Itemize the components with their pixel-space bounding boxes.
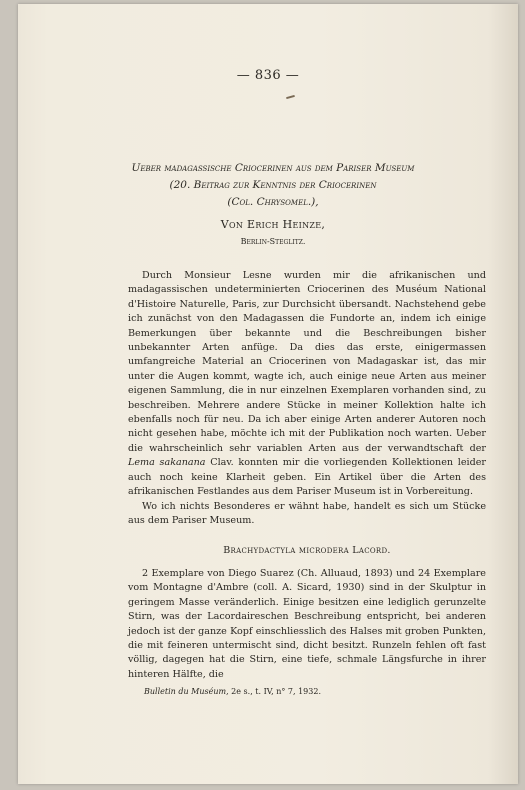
author-name: Von Erich Heinze, — [220, 218, 326, 231]
paragraph-1 — [128, 269, 486, 500]
document-page — [18, 4, 518, 784]
title-line-1: Ueber madagassische Criocerinen aus dem Pariser Museum — [131, 162, 415, 174]
article-title — [58, 160, 488, 211]
footer-journal: Bulletin du Muséum, — [144, 687, 229, 696]
species-name: Lema sakanana — [128, 457, 206, 469]
introduction-text — [128, 269, 486, 528]
section-text — [128, 567, 486, 682]
author-affiliation: Berlin-Steglitz. — [240, 237, 306, 246]
paragraph-1-part-b: Clav. konnten mir die vorliegenden Kollektionen leider auch noch keine Klarheit geben. Ein Artikel über die Arten des afrikanischen Festlandes aus dem Pariser Museum ist in Vorbereitung. — [128, 457, 486, 498]
title-line-3: (Col. Chrysomel.), — [227, 196, 319, 208]
footer-details: 2e s., t. IV, n° 7, 1932. — [228, 687, 321, 696]
section-heading: Brachydactyla microdera Lacord. — [223, 545, 391, 556]
page-number: — 836 — — [236, 68, 300, 83]
footer-citation — [144, 687, 321, 696]
section-paragraph: 2 Exemplare von Diego Suarez (Ch. Alluaud, 1893) und 24 Exemplare vom Montagne d'Ambre (coll. A. Sicard, 1930) sind in der Skulptur in geringem Masse veränderlich. Einige besitzen eine lediglich gerunzelte Stirn, was der Lacordaireschen Beschreibung entspricht, bei anderen jedoch ist der ganze Kopf einschliesslich des Halses mit groben Punkten, die mit feineren untermischt sind, dicht besitzt. Runzeln fehlen oft fast völlig, dagegen hat die Stirn, eine tiefe, schmale Längsfurche in ihrer hinteren Hälfte, die — [128, 568, 486, 680]
paragraph-1-part-a: Durch Monsieur Lesne wurden mir die afrikanischen und madagassischen undeterminierten Criocerinen des Muséum National d'Histoire Naturelle, Paris, zur Durchsicht übersandt. Nachstehend gebe ich zunächst von den Madagassen die Fundorte an, indem ich einige Bemerkungen über bekannte und die Beschreibungen bisher unbekannter Arten anfüge. Da dies das erste, einigermassen umfangreiche Material an Criocerinen von Madagaskar ist, das mir unter die Augen kommt, wagte ich, auch einige neue Arten aus meiner eigenen Sammlung, die in nur einzelnen Exemplaren vorhanden sind, zu beschreiben. Mehrere andere Stücke in meiner Kollektion halte ich ebenfalls noch für neu. Da ich aber einige Arten anderer Autoren noch nicht gesehen habe, möchte ich mit der Publikation noch warten. Ueber die wahrscheinlich sehr variablen Arten aus der verwandtschaft der — [128, 270, 486, 454]
ink-mark — [286, 95, 295, 99]
paragraph-2: Wo ich nichts Besonderes er wähnt habe, handelt es sich um Stücke aus dem Pariser Museum. — [128, 500, 486, 526]
title-line-2: (20. Beitrag zur Kenntnis der Criocerinen — [169, 179, 377, 191]
